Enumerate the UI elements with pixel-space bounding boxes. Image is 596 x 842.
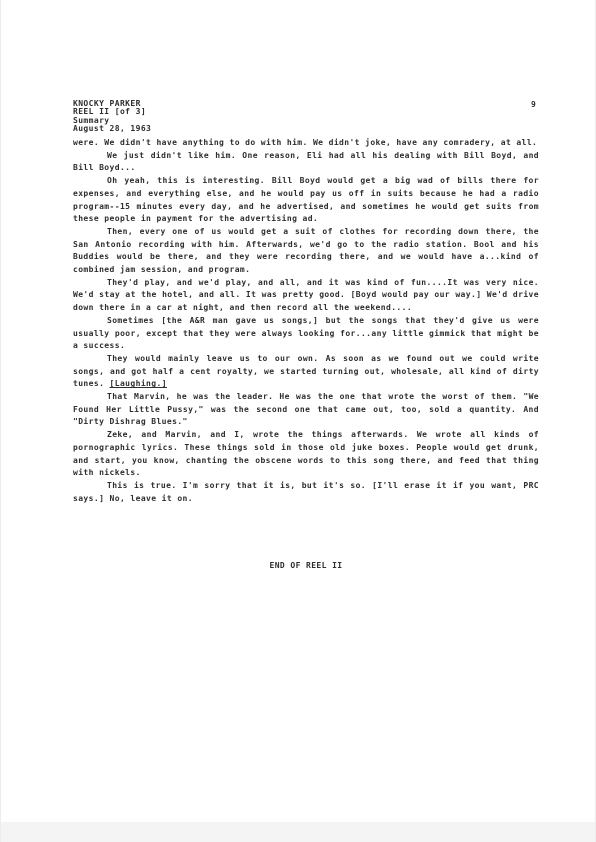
end-of-reel-note: END OF REEL II: [269, 561, 343, 570]
document-header: [73, 100, 151, 134]
interview-date: August 28, 1963: [73, 124, 152, 134]
transcript-body: [73, 137, 539, 505]
paragraph-text: They would mainly leave us to our own. As soon as we found out we could write songs, and got half a cent royalty, we started turning out, wholesale, all kind of dirty tunes.: [73, 353, 539, 389]
paragraph: Then, every one of us would get a suit of clothes for recording down there, the San Antonio recording with him. Afterwards, we'd go to the radio station. Bool and his Buddies would be there, and they were recording there, and we would have a...kind of combined jam session, and program.: [73, 226, 539, 275]
paragraph: Zeke, and Marvin, and I, wrote the things afterwards. We wrote all kinds of pornographic lyrics. These things sold in those old juke boxes. People would get drunk, and start, you know, chanting the obscene words to this song there, and feed that thing with nickels.: [73, 430, 539, 478]
page-bottom-edge: [1, 822, 596, 842]
paragraph: We just didn't like him. One reason, Eli had all his dealing with Bill Boyd, and Bill Boyd...: [73, 150, 539, 173]
paragraph-with-note: [73, 353, 539, 391]
page-number: 9: [531, 100, 537, 109]
paragraph: Oh yeah, this is interesting. Bill Boyd would get a big wad of bills there for expenses, and everything else, and he would pay us off in suits because he had a radio program--15 minutes every day, and he advertised, and sometimes he would get suits from these people in payment for the advertising ad.: [73, 176, 539, 224]
paragraph: They'd play, and we'd play, and all, and it was kind of fun....It was very nice. We'd stay at the hotel, and all. It was pretty good. [Boyd would pay our way.] We'd drive down there in a car at night, and then record all the weekend....: [73, 277, 539, 313]
paragraph: were. We didn't have anything to do with him. We didn't joke, have any comradery, at all.: [73, 138, 538, 147]
paragraph: This is true. I'm sorry that it is, but it's so. [I'll erase it if you want, PRC says.] No, leave it on.: [73, 480, 539, 503]
paragraph: Sometimes [the A&R man gave us songs,] but the songs that they'd give us were usually poor, except that they were always looking for...any little gimmick that might be a success.: [73, 315, 539, 351]
document-type: Summary: [73, 115, 110, 125]
interviewee-name: KNOCKY PARKER: [73, 99, 141, 108]
paragraph: That Marvin, he was the leader. He was the one that wrote the worst of them. "We Found Her Little Pussy," was the second one that came out, too, sold a quantity. And "Dirty Dishrag Blues.": [73, 392, 539, 427]
laughing-note: [Laughing.]: [109, 379, 167, 389]
reel-label: REEL II [of 3]: [73, 107, 147, 117]
